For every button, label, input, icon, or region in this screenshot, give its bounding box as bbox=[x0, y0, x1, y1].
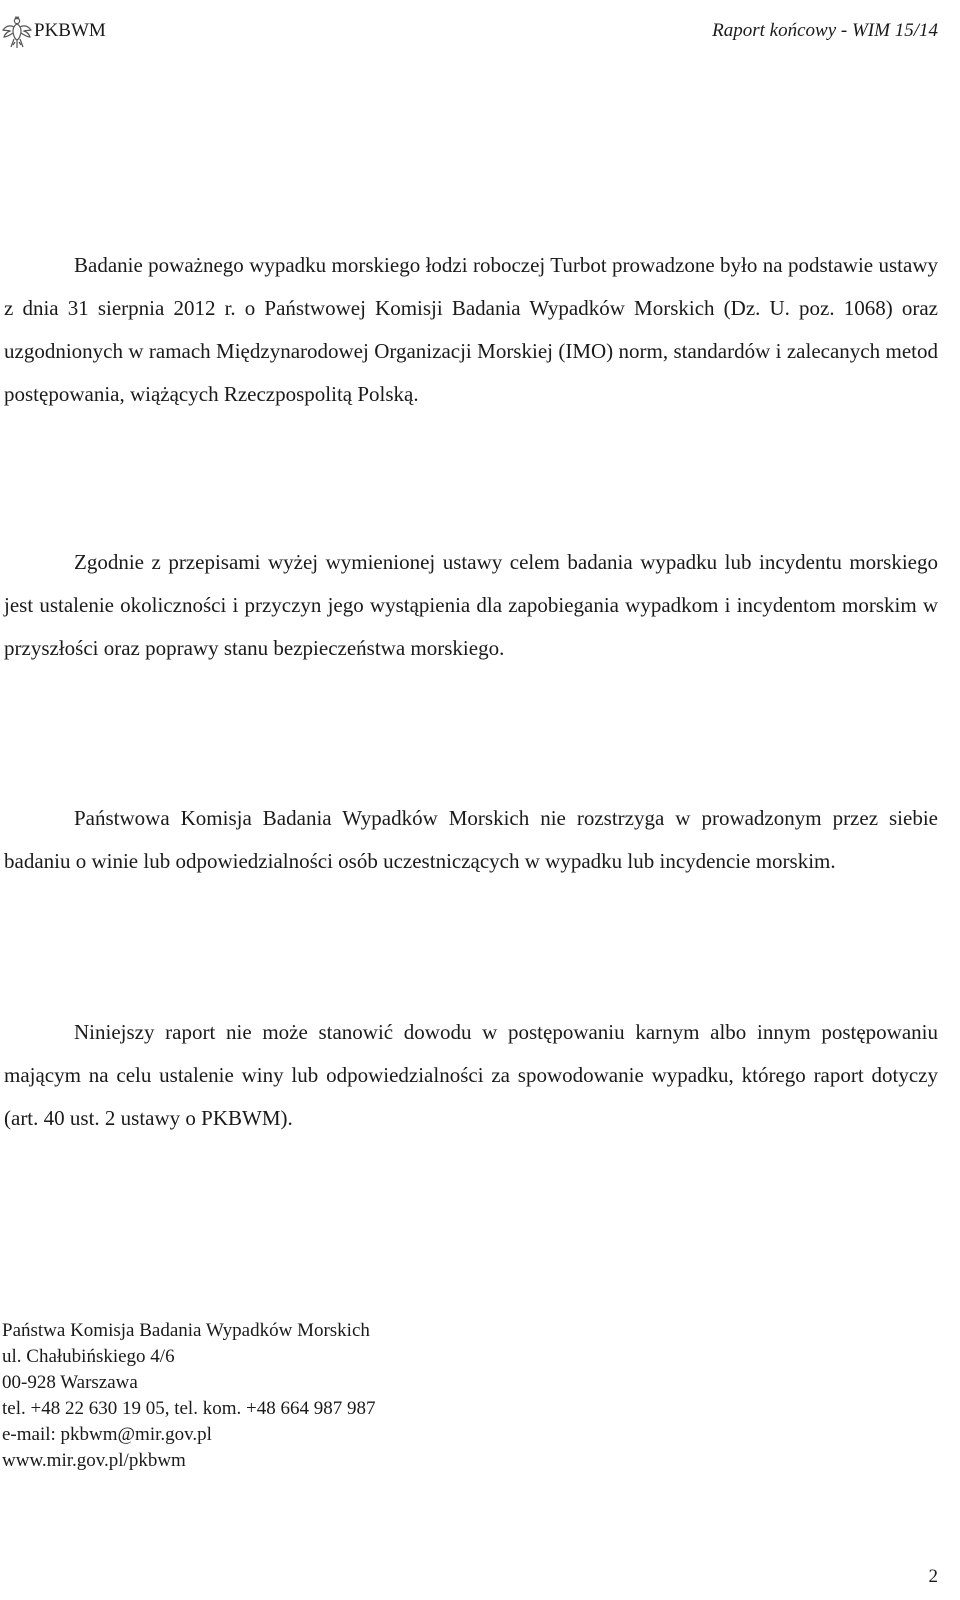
paragraph-not-evidence: Niniejszy raport nie może stanowić dowodu w postępowaniu karnym albo innym postępowaniu mającym na celu ustalenie winy lub odpowiedzialności za spowodowanie wypadku, którego raport dotyczy (art. 40 ust. 2 ustawy o PKBWM). bbox=[4, 1020, 938, 1130]
contact-street: ul. Chałubińskiego 4/6 bbox=[2, 1346, 175, 1367]
paragraph-no-liability: Państwowa Komisja Badania Wypadków Morskich nie rozstrzyga w prowadzonym przez siebie badaniu o winie lub odpowiedzialności osób uczestniczących w wypadku lub incydencie morskim. bbox=[4, 806, 938, 873]
contact-city: 00-928 Warszawa bbox=[2, 1372, 138, 1393]
contact-name: Państwa Komisja Badania Wypadków Morskich bbox=[2, 1320, 370, 1341]
page-header bbox=[0, 12, 960, 48]
paragraph-investigation-purpose: Zgodnie z przepisami wyżej wymienionej ustawy celem badania wypadku lub incydentu morskiego jest ustalenie okoliczności i przyczyn jego wystąpienia dla zapobiegania wypadkom i incydentom morskim w przyszłości oraz poprawy stanu bezpieczeństwa morskiego. bbox=[4, 550, 938, 660]
paragraph-legal-basis: Badanie poważnego wypadku morskiego łodzi roboczej Turbot prowadzone było na podstawie ustawy z dnia 31 sierpnia 2012 r. o Państwowej Komisji Badania Wypadków Morskich (Dz. U. poz. 1068) oraz uzgodnionych w ramach Międzynarodowej Organizacji Morskiej (IMO) norm, standardów i zalecanych metod postępowania, wiążących Rzeczpospolitą Polską. bbox=[4, 253, 938, 406]
contact-website[interactable]: www.mir.gov.pl/pkbwm bbox=[2, 1450, 186, 1471]
contact-phone: tel. +48 22 630 19 05, tel. kom. +48 664 987 987 bbox=[2, 1398, 376, 1419]
contact-email[interactable]: e-mail: pkbwm@mir.gov.pl bbox=[2, 1424, 212, 1445]
header-report-title: Raport końcowy - WIM 15/14 bbox=[712, 20, 938, 41]
header-brand: PKBWM bbox=[34, 20, 106, 41]
contact-block bbox=[2, 1318, 375, 1474]
page-number: 2 bbox=[928, 1566, 938, 1587]
polish-eagle-emblem-icon bbox=[2, 16, 32, 50]
